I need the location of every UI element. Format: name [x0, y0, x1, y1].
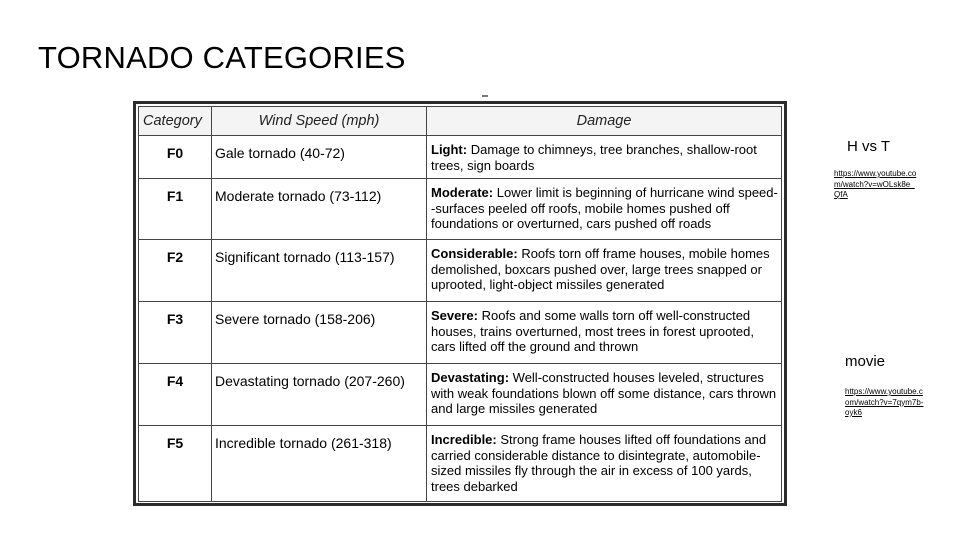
damage-label: Moderate: [431, 185, 494, 200]
table-header-row [139, 107, 782, 136]
wind-speed-cell: Moderate tornado (73-112) [212, 179, 427, 240]
damage-label: Devastating: [431, 370, 510, 385]
damage-text: Roofs torn off frame houses, mobile homes demolished, boxcars pushed over, large trees snapped or uprooted, light-object missiles generated [431, 246, 770, 292]
header-wind-speed: Wind Speed (mph) [212, 107, 427, 136]
damage-text: Lower limit is beginning of hurricane wind speed--surfaces peeled off roofs, mobile homes pushed off foundations or overturned, cars pushed off roads [431, 185, 778, 231]
wind-speed-cell: Significant tornado (113-157) [212, 240, 427, 302]
damage-cell [427, 426, 782, 502]
youtube-link-movie[interactable]: https://www.youtube.com/watch?v=7qym7b-oyk6 [845, 387, 924, 417]
category-cell: F4 [139, 364, 212, 426]
category-cell: F3 [139, 302, 212, 364]
header-damage: Damage [427, 107, 782, 136]
table-row [139, 426, 782, 502]
category-cell: F1 [139, 179, 212, 240]
damage-label: Considerable: [431, 246, 518, 261]
damage-label: Light: [431, 142, 468, 157]
youtube-link-hvt[interactable]: https://www.youtube.com/watch?v=wOLsk8e_QfA [834, 169, 917, 199]
hvt-label: H vs T [847, 138, 891, 155]
damage-cell [427, 240, 782, 302]
wind-speed-cell: Severe tornado (158-206) [212, 302, 427, 364]
table-row [139, 240, 782, 302]
damage-label: Incredible: [431, 432, 497, 447]
damage-text: Strong frame houses lifted off foundations and carried considerable distance to disintegrate, automobile-sized missiles fly through the air in excess of 100 yards, trees debarked [431, 432, 767, 494]
table-row [139, 364, 782, 426]
category-cell: F5 [139, 426, 212, 502]
damage-cell [427, 179, 782, 240]
damage-text: Roofs and some walls torn off well-constructed houses, trains overturned, most trees in forest uprooted, cars lifted off the ground and thrown [431, 308, 755, 354]
damage-label: Severe: [431, 308, 478, 323]
table-row [139, 179, 782, 240]
wind-speed-cell: Devastating tornado (207-260) [212, 364, 427, 426]
table-row [139, 136, 782, 179]
movie-label: movie [845, 353, 886, 370]
damage-text: Damage to chimneys, tree branches, shallow-root trees, sign boards [431, 142, 757, 173]
category-cell: F0 [139, 136, 212, 179]
slide-title: TORNADO CATEGORIES [38, 40, 406, 75]
damage-cell [427, 302, 782, 364]
damage-cell [427, 136, 782, 179]
tornado-categories-table [138, 106, 782, 502]
header-category: Category [139, 107, 212, 136]
table-row [139, 302, 782, 364]
damage-text: Well-constructed houses leveled, structures with weak foundations blown off some distance, cars thrown and large missiles generated [431, 370, 777, 416]
wind-speed-cell: Gale tornado (40-72) [212, 136, 427, 179]
damage-cell [427, 364, 782, 426]
category-cell: F2 [139, 240, 212, 302]
tornado-table-image [133, 101, 787, 506]
wind-speed-cell: Incredible tornado (261-318) [212, 426, 427, 502]
